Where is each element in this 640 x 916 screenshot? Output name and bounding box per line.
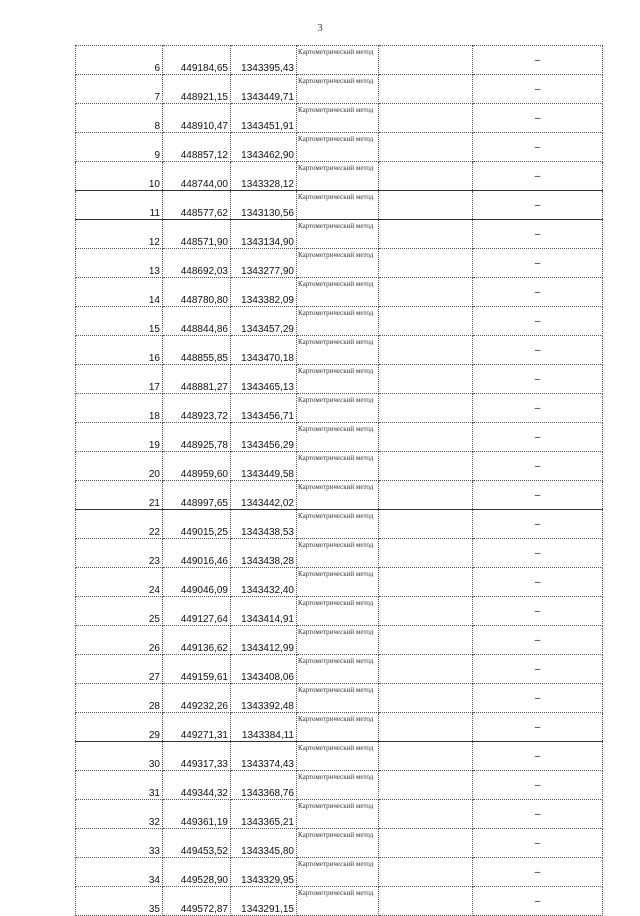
y-coordinate-cell: 1343384,11 [231, 713, 297, 742]
method-cell: Картометрический метод [297, 539, 379, 568]
point-number-cell: 20 [76, 452, 163, 481]
dash-cell: – [473, 133, 603, 162]
empty-cell [379, 771, 473, 800]
table-row [76, 423, 603, 452]
table-row [76, 887, 603, 916]
table-row [76, 655, 603, 684]
point-number-cell: 34 [76, 858, 163, 887]
table-row [76, 104, 603, 133]
point-number-cell: 30 [76, 742, 163, 771]
method-cell: Картометрический метод [297, 162, 379, 191]
x-coordinate-cell: 449361,19 [163, 800, 231, 829]
coordinates-table-body [76, 46, 603, 916]
y-coordinate-cell: 1343457,29 [231, 307, 297, 336]
table-row [76, 278, 603, 307]
method-cell: Картометрический метод [297, 133, 379, 162]
method-cell: Картометрический метод [297, 887, 379, 916]
x-coordinate-cell: 449528,90 [163, 858, 231, 887]
empty-cell [379, 510, 473, 539]
empty-cell [379, 46, 473, 75]
page-number: 3 [317, 22, 323, 34]
method-cell: Картометрический метод [297, 597, 379, 626]
dash-cell: – [473, 481, 603, 510]
table-row [76, 249, 603, 278]
empty-cell [379, 394, 473, 423]
method-cell: Картометрический метод [297, 626, 379, 655]
method-cell: Картометрический метод [297, 771, 379, 800]
point-number-cell: 23 [76, 539, 163, 568]
table-row [76, 394, 603, 423]
table-row [76, 771, 603, 800]
table-row [76, 481, 603, 510]
y-coordinate-cell: 1343382,09 [231, 278, 297, 307]
method-cell: Картометрический метод [297, 191, 379, 220]
dash-cell: – [473, 191, 603, 220]
method-cell: Картометрический метод [297, 46, 379, 75]
y-coordinate-cell: 1343328,12 [231, 162, 297, 191]
y-coordinate-cell: 1343456,71 [231, 394, 297, 423]
empty-cell [379, 220, 473, 249]
y-coordinate-cell: 1343449,58 [231, 452, 297, 481]
empty-cell [379, 249, 473, 278]
y-coordinate-cell: 1343134,90 [231, 220, 297, 249]
point-number-cell: 21 [76, 481, 163, 510]
y-coordinate-cell: 1343395,43 [231, 46, 297, 75]
table-row [76, 626, 603, 655]
point-number-cell: 13 [76, 249, 163, 278]
point-number-cell: 8 [76, 104, 163, 133]
method-cell: Картометрический метод [297, 829, 379, 858]
y-coordinate-cell: 1343470,18 [231, 336, 297, 365]
dash-cell: – [473, 452, 603, 481]
point-number-cell: 6 [76, 46, 163, 75]
method-cell: Картометрический метод [297, 684, 379, 713]
coordinates-table [75, 45, 603, 916]
point-number-cell: 14 [76, 278, 163, 307]
empty-cell [379, 655, 473, 684]
table-row [76, 539, 603, 568]
x-coordinate-cell: 449136,62 [163, 626, 231, 655]
table-row [76, 220, 603, 249]
method-cell: Картометрический метод [297, 104, 379, 133]
table-row [76, 829, 603, 858]
dash-cell: – [473, 684, 603, 713]
y-coordinate-cell: 1343438,53 [231, 510, 297, 539]
point-number-cell: 17 [76, 365, 163, 394]
x-coordinate-cell: 448910,47 [163, 104, 231, 133]
x-coordinate-cell: 448881,27 [163, 365, 231, 394]
empty-cell [379, 597, 473, 626]
dash-cell: – [473, 510, 603, 539]
y-coordinate-cell: 1343392,48 [231, 684, 297, 713]
y-coordinate-cell: 1343449,71 [231, 75, 297, 104]
dash-cell: – [473, 742, 603, 771]
dash-cell: – [473, 568, 603, 597]
dash-cell: – [473, 771, 603, 800]
empty-cell [379, 568, 473, 597]
y-coordinate-cell: 1343465,13 [231, 365, 297, 394]
table-row [76, 162, 603, 191]
x-coordinate-cell: 448921,15 [163, 75, 231, 104]
dash-cell: – [473, 336, 603, 365]
point-number-cell: 9 [76, 133, 163, 162]
y-coordinate-cell: 1343374,43 [231, 742, 297, 771]
empty-cell [379, 133, 473, 162]
table-row [76, 568, 603, 597]
x-coordinate-cell: 449344,32 [163, 771, 231, 800]
dash-cell: – [473, 829, 603, 858]
table-row [76, 336, 603, 365]
table-row [76, 75, 603, 104]
point-number-cell: 28 [76, 684, 163, 713]
y-coordinate-cell: 1343345,80 [231, 829, 297, 858]
table-row [76, 133, 603, 162]
x-coordinate-cell: 448577,62 [163, 191, 231, 220]
y-coordinate-cell: 1343442,02 [231, 481, 297, 510]
dash-cell: – [473, 858, 603, 887]
empty-cell [379, 539, 473, 568]
empty-cell [379, 481, 473, 510]
x-coordinate-cell: 448744,00 [163, 162, 231, 191]
x-coordinate-cell: 449159,61 [163, 655, 231, 684]
y-coordinate-cell: 1343291,15 [231, 887, 297, 916]
method-cell: Картометрический метод [297, 713, 379, 742]
method-cell: Картометрический метод [297, 365, 379, 394]
table-row [76, 191, 603, 220]
x-coordinate-cell: 448997,65 [163, 481, 231, 510]
method-cell: Картометрический метод [297, 742, 379, 771]
y-coordinate-cell: 1343277,90 [231, 249, 297, 278]
empty-cell [379, 742, 473, 771]
x-coordinate-cell: 449127,64 [163, 597, 231, 626]
point-number-cell: 29 [76, 713, 163, 742]
method-cell: Картометрический метод [297, 655, 379, 684]
point-number-cell: 27 [76, 655, 163, 684]
empty-cell [379, 858, 473, 887]
dash-cell: – [473, 162, 603, 191]
table-row [76, 365, 603, 394]
x-coordinate-cell: 449184,65 [163, 46, 231, 75]
point-number-cell: 11 [76, 191, 163, 220]
x-coordinate-cell: 449572,87 [163, 887, 231, 916]
empty-cell [379, 829, 473, 858]
y-coordinate-cell: 1343432,40 [231, 568, 297, 597]
table-row [76, 684, 603, 713]
y-coordinate-cell: 1343451,91 [231, 104, 297, 133]
x-coordinate-cell: 449453,52 [163, 829, 231, 858]
dash-cell: – [473, 800, 603, 829]
method-cell: Картометрический метод [297, 452, 379, 481]
method-cell: Картометрический метод [297, 481, 379, 510]
empty-cell [379, 336, 473, 365]
point-number-cell: 10 [76, 162, 163, 191]
point-number-cell: 15 [76, 307, 163, 336]
empty-cell [379, 452, 473, 481]
dash-cell: – [473, 365, 603, 394]
x-coordinate-cell: 448959,60 [163, 452, 231, 481]
point-number-cell: 31 [76, 771, 163, 800]
point-number-cell: 12 [76, 220, 163, 249]
empty-cell [379, 162, 473, 191]
point-number-cell: 22 [76, 510, 163, 539]
method-cell: Картометрический метод [297, 278, 379, 307]
dash-cell: – [473, 394, 603, 423]
y-coordinate-cell: 1343368,76 [231, 771, 297, 800]
dash-cell: – [473, 46, 603, 75]
y-coordinate-cell: 1343438,28 [231, 539, 297, 568]
x-coordinate-cell: 448844,86 [163, 307, 231, 336]
empty-cell [379, 626, 473, 655]
y-coordinate-cell: 1343408,06 [231, 655, 297, 684]
y-coordinate-cell: 1343412,99 [231, 626, 297, 655]
x-coordinate-cell: 449317,33 [163, 742, 231, 771]
x-coordinate-cell: 448780,80 [163, 278, 231, 307]
table-row [76, 742, 603, 771]
x-coordinate-cell: 448692,03 [163, 249, 231, 278]
table-row [76, 46, 603, 75]
method-cell: Картометрический метод [297, 510, 379, 539]
y-coordinate-cell: 1343414,91 [231, 597, 297, 626]
table-row [76, 713, 603, 742]
method-cell: Картометрический метод [297, 220, 379, 249]
x-coordinate-cell: 448925,78 [163, 423, 231, 452]
empty-cell [379, 713, 473, 742]
dash-cell: – [473, 626, 603, 655]
table-row [76, 858, 603, 887]
x-coordinate-cell: 448855,85 [163, 336, 231, 365]
point-number-cell: 24 [76, 568, 163, 597]
dash-cell: – [473, 713, 603, 742]
method-cell: Картометрический метод [297, 307, 379, 336]
x-coordinate-cell: 449046,09 [163, 568, 231, 597]
empty-cell [379, 800, 473, 829]
dash-cell: – [473, 278, 603, 307]
method-cell: Картометрический метод [297, 568, 379, 597]
empty-cell [379, 423, 473, 452]
table-row [76, 597, 603, 626]
x-coordinate-cell: 448923,72 [163, 394, 231, 423]
table-row [76, 452, 603, 481]
y-coordinate-cell: 1343130,56 [231, 191, 297, 220]
empty-cell [379, 278, 473, 307]
x-coordinate-cell: 448571,90 [163, 220, 231, 249]
x-coordinate-cell: 449015,25 [163, 510, 231, 539]
method-cell: Картометрический метод [297, 249, 379, 278]
empty-cell [379, 104, 473, 133]
empty-cell [379, 307, 473, 336]
point-number-cell: 25 [76, 597, 163, 626]
x-coordinate-cell: 449232,26 [163, 684, 231, 713]
dash-cell: – [473, 104, 603, 133]
method-cell: Картометрический метод [297, 336, 379, 365]
x-coordinate-cell: 449271,31 [163, 713, 231, 742]
empty-cell [379, 75, 473, 104]
dash-cell: – [473, 75, 603, 104]
dash-cell: – [473, 307, 603, 336]
method-cell: Картометрический метод [297, 423, 379, 452]
method-cell: Картометрический метод [297, 858, 379, 887]
table-row [76, 510, 603, 539]
empty-cell [379, 191, 473, 220]
x-coordinate-cell: 449016,46 [163, 539, 231, 568]
dash-cell: – [473, 423, 603, 452]
dash-cell: – [473, 539, 603, 568]
method-cell: Картометрический метод [297, 394, 379, 423]
empty-cell [379, 887, 473, 916]
point-number-cell: 19 [76, 423, 163, 452]
y-coordinate-cell: 1343462,90 [231, 133, 297, 162]
dash-cell: – [473, 597, 603, 626]
empty-cell [379, 365, 473, 394]
point-number-cell: 35 [76, 887, 163, 916]
x-coordinate-cell: 448857,12 [163, 133, 231, 162]
y-coordinate-cell: 1343329,95 [231, 858, 297, 887]
method-cell: Картометрический метод [297, 800, 379, 829]
point-number-cell: 26 [76, 626, 163, 655]
dash-cell: – [473, 655, 603, 684]
point-number-cell: 16 [76, 336, 163, 365]
dash-cell: – [473, 249, 603, 278]
table-row [76, 800, 603, 829]
point-number-cell: 32 [76, 800, 163, 829]
dash-cell: – [473, 220, 603, 249]
table-row [76, 307, 603, 336]
dash-cell: – [473, 887, 603, 916]
point-number-cell: 33 [76, 829, 163, 858]
method-cell: Картометрический метод [297, 75, 379, 104]
point-number-cell: 18 [76, 394, 163, 423]
point-number-cell: 7 [76, 75, 163, 104]
y-coordinate-cell: 1343456,29 [231, 423, 297, 452]
y-coordinate-cell: 1343365,21 [231, 800, 297, 829]
empty-cell [379, 684, 473, 713]
